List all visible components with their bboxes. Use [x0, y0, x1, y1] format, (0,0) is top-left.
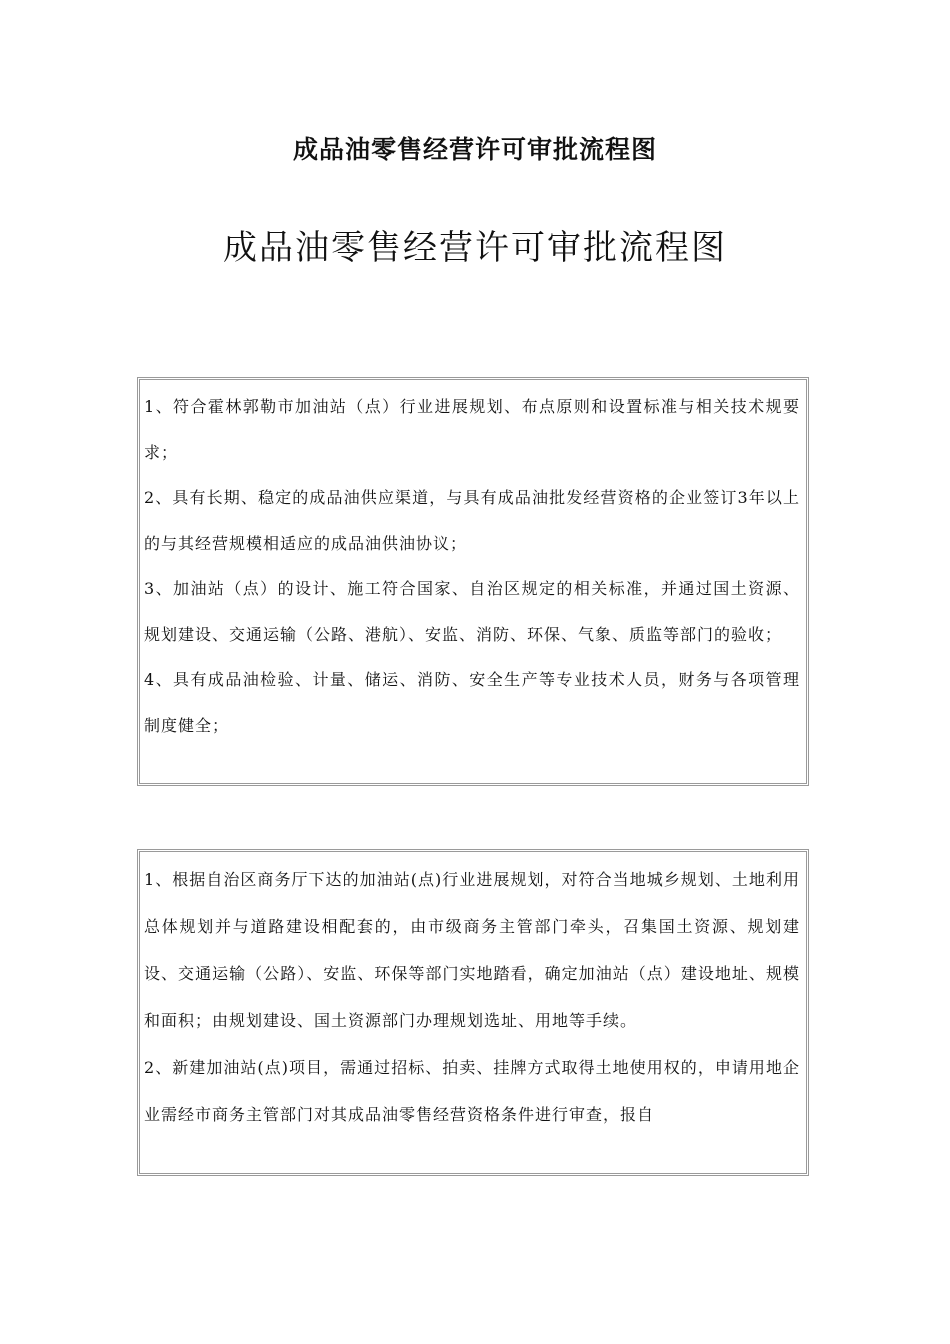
conditions-box [137, 377, 809, 786]
procedure-box [137, 849, 809, 1176]
page-header-title: 成品油零售经营许可审批流程图 [292, 135, 657, 164]
condition-item-3: 3、加油站（点）的设计、施工符合国家、自治区规定的相关标准，并通过国土资源、规划建设、交通运输（公路、港航）、安监、消防、环保、气象、质监等部门的验收； [144, 579, 800, 644]
procedure-item-1: 1、根据自治区商务厅下达的加油站(点)行业进展规划，对符合当地城乡规划、土地利用总体规划并与道路建设相配套的，由市级商务主管部门牵头，召集国土资源、规划建设、交通运输（公路）、安监、环保等部门实地踏看，确定加油站（点）建设地址、规模和面积；由规划建设、国土资源部门办理规划选址、用地等手续。 [144, 870, 800, 1030]
document-title: 成品油零售经营许可审批流程图 [223, 228, 727, 268]
condition-item-1: 1、符合霍林郭勒市加油站（点）行业进展规划、布点原则和设置标准与相关技术规要求； [144, 397, 800, 462]
procedure-item-2: 2、新建加油站(点)项目，需通过招标、拍卖、挂牌方式取得土地使用权的，申请用地企业需经市商务主管部门对其成品油零售经营资格条件进行审查，报自 [144, 1058, 800, 1124]
condition-item-2: 2、具有长期、稳定的成品油供应渠道，与具有成品油批发经营资格的企业签订3年以上的与其经营规模相适应的成品油供油协议； [144, 488, 800, 553]
condition-item-4: 4、具有成品油检验、计量、储运、消防、安全生产等专业技术人员，财务与各项管理制度健全； [144, 670, 800, 735]
